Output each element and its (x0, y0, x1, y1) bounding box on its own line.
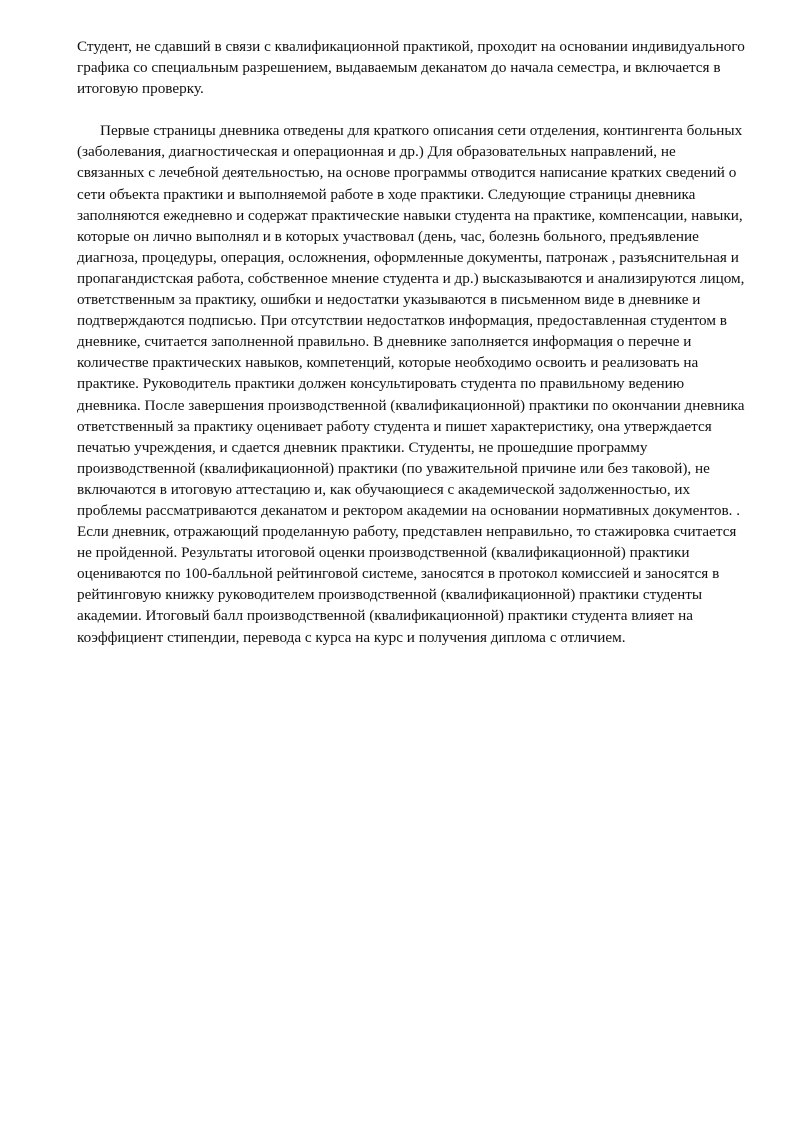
paragraph-practice-diary: Первые страницы дневника отведены для краткого описания сети отделения, контингента больных (заболевания, диагностическая и операционная и др.) Для образовательных направлений, не связанных с лечебной деятельностью, на основе программы отводится написание кратких сведений о сети объекта практики и выполняемой работе в ходе практики. Следующие страницы дневника заполняются ежедневно и содержат практические навыки студента на практике, компенсации, навыки, которые он лично выполнял и в которых участвовал (день, час, болезнь больного, предъявление диагноза, процедуры, операция, осложнения, оформленные документы, патронаж , разъяснительная и пропагандистская работа, собственное мнение студента и др.) высказываются и анализируются лицом, ответственным за практику, ошибки и недостатки указываются в письменном виде в дневнике и подтверждаются подписью. При отсутствии недостатков информация, предоставленная студентом в дневнике, считается заполненной правильно. В дневнике заполняется информация о перечне и количестве практических навыков, компетенций, которые необходимо освоить и реализовать на практике. Руководитель практики должен консультировать студента по правильному ведению дневника. После завершения производственной (квалификационной) практики по окончании дневника ответственный за практику оценивает работу студента и пишет характеристику, она утверждается печатью учреждения, и сдается дневник практики. Студенты, не прошедшие программу производственной (квалификационной) практики (по уважительной причине или без таковой), не включаются в итоговую аттестацию и, как обучающиеся с академической задолженностью, их проблемы рассматриваются деканатом и ректором академии на основании нормативных документов. . Если дневник, отражающий проделанную работу, представлен неправильно, то стажировка считается не пройденной. Результаты итоговой оценки производственной (квалификационной) практики оцениваются по 100-балльной рейтинговой системе, заносятся в протокол комиссией и заносятся в рейтинговую книжку руководителем производственной (квалификационной) практики студенты академии. Итоговый балл производственной (квалификационной) практики студента влияет на коэффициент стипендии, перевода с курса на курс и получения диплома с отличием. (77, 122, 745, 646)
document-page (77, 36, 745, 648)
paragraph-exam-schedule: Студент, не сдавший в связи с квалификационной практикой, проходит на основании индивидуального графика со специальным разрешением, выдаваемым деканатом до начала семестра, и включается в итоговую проверку. (77, 38, 745, 98)
